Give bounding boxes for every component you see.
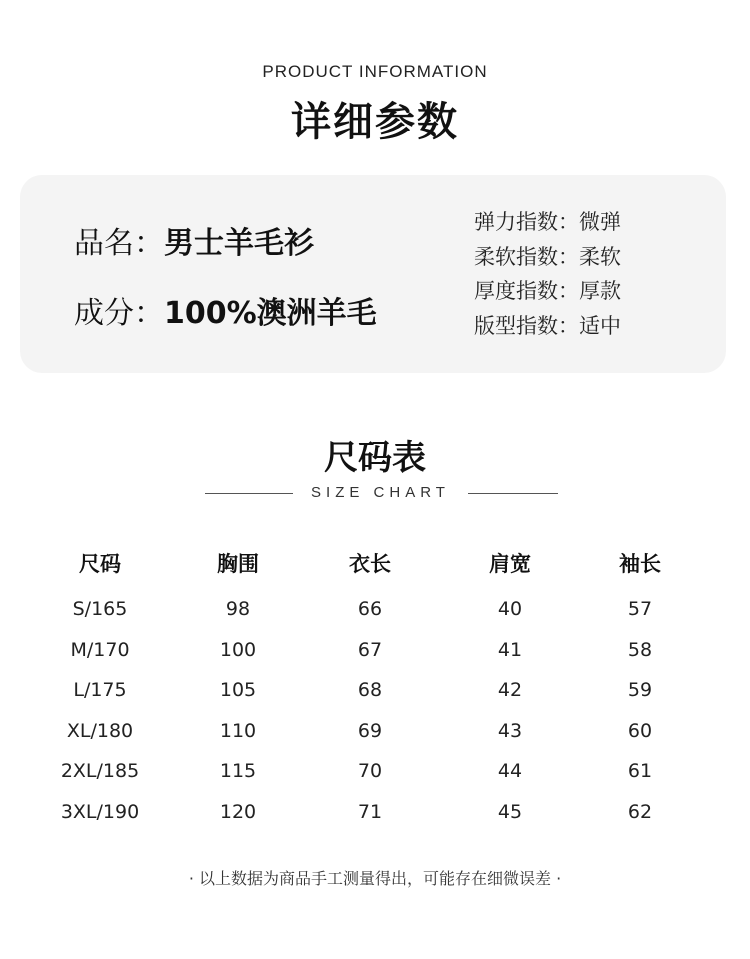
table-cell: 57	[627, 598, 653, 620]
table-cell: L/175	[73, 679, 127, 702]
table-cell: 62	[627, 801, 653, 823]
table-cell: 60	[627, 719, 653, 742]
material-row	[74, 288, 377, 332]
table-cell: 100	[219, 638, 257, 661]
product-name-label: 品名：	[74, 226, 164, 261]
table-cell: 71	[357, 801, 383, 823]
table-cell: 2XL/185	[60, 760, 140, 783]
table-cell: 58	[627, 638, 653, 661]
table-cell: 45	[497, 801, 523, 823]
product-info-card	[20, 175, 726, 373]
size-chart-title: 尺码表	[324, 438, 426, 478]
table-cell: 66	[357, 598, 383, 620]
column-header: 尺码	[79, 552, 121, 576]
table-cell: 67	[357, 638, 383, 661]
section-subtitle-product-information: PRODUCT INFORMATION	[262, 62, 488, 81]
attribute-fit: 版型指数：适中	[474, 313, 621, 338]
table-cell: 68	[357, 679, 383, 702]
table-cell: 69	[357, 719, 383, 742]
divider-right	[468, 493, 558, 494]
table-cell: S/165	[72, 598, 128, 620]
table-cell: 70	[357, 760, 383, 783]
table-cell: 41	[497, 638, 523, 661]
table-cell: 105	[219, 679, 257, 702]
attribute-softness: 柔软指数：柔软	[474, 244, 621, 269]
page-title: 详细参数	[291, 99, 459, 145]
table-cell: 40	[497, 598, 523, 620]
divider-left	[205, 493, 293, 494]
attribute-list	[474, 205, 621, 343]
table-cell: 44	[497, 760, 523, 783]
product-name-row	[74, 218, 314, 262]
column-header: 胸围	[217, 552, 259, 576]
table-cell: XL/180	[66, 719, 134, 742]
size-chart-subtitle-group	[0, 483, 750, 503]
material-label: 成分：	[74, 296, 164, 331]
table-cell: 98	[225, 598, 251, 620]
column-header: 肩宽	[489, 552, 531, 576]
measurement-footnote: · 以上数据为商品手工测量得出，可能存在细微误差 ·	[188, 869, 562, 888]
column-header: 衣长	[349, 552, 391, 576]
table-cell: 110	[219, 719, 257, 742]
attribute-thickness: 厚度指数：厚款	[474, 279, 621, 303]
table-cell: 59	[627, 679, 653, 702]
attribute-elasticity: 弹力指数：微弹	[474, 210, 621, 234]
table-cell: 3XL/190	[60, 801, 140, 823]
product-name-value: 男士羊毛衫	[164, 226, 314, 261]
size-chart-subtitle: SIZE CHART	[311, 484, 450, 501]
table-cell: 42	[497, 679, 523, 702]
table-cell: 43	[497, 719, 523, 742]
table-cell: 115	[219, 760, 257, 783]
table-cell: M/170	[70, 638, 130, 661]
material-value: 100%澳洲羊毛	[164, 296, 377, 331]
table-cell: 120	[219, 801, 257, 823]
column-header: 袖长	[619, 552, 661, 576]
table-cell: 61	[627, 760, 653, 783]
